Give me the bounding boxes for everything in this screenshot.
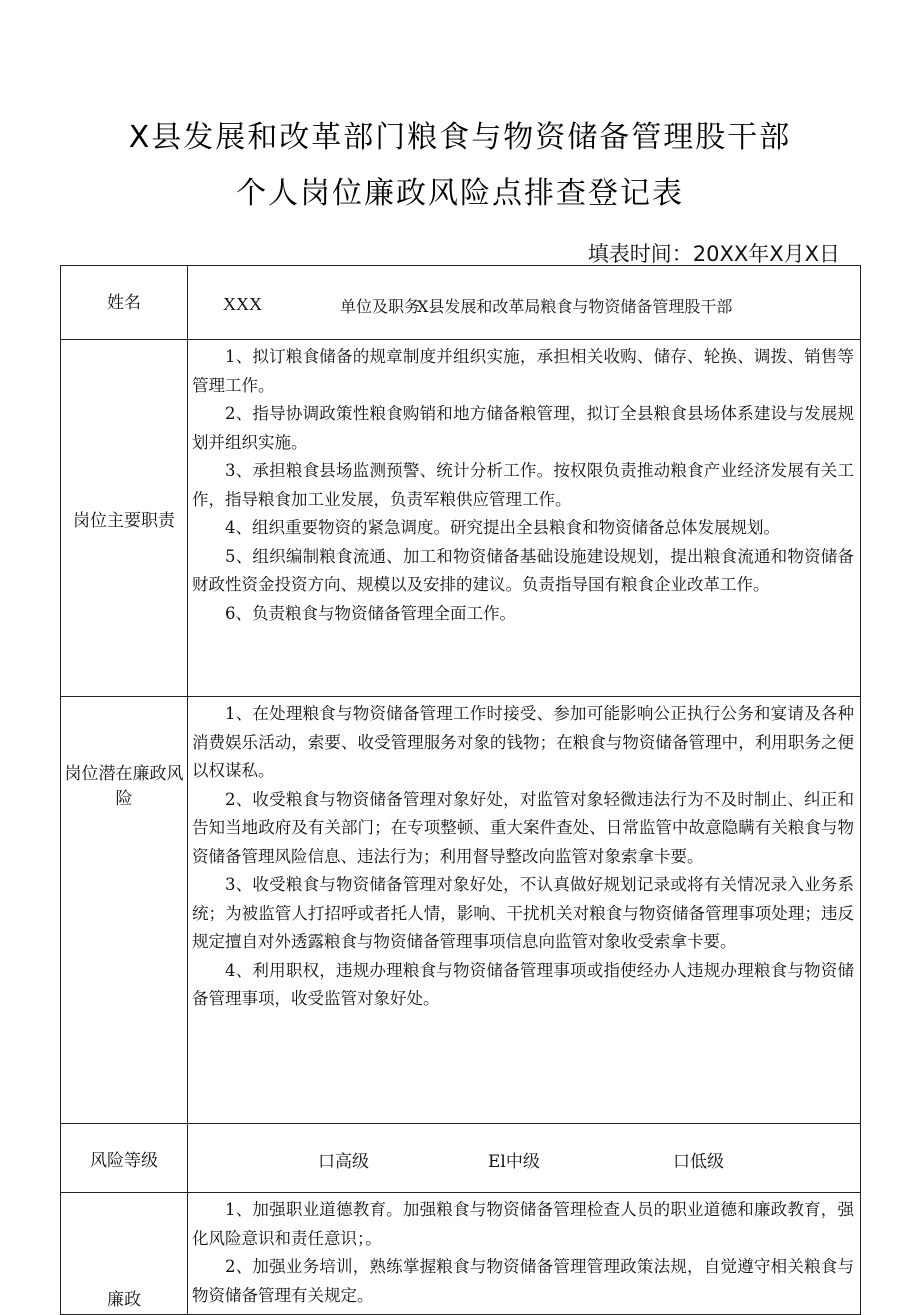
risk-item: 4、利用职权，违规办理粮食与物资储备管理事项或指使经办人违规办理粮食与物资储备管理事项，收受监管对象好处。 [192, 960, 854, 1008]
unit-position-label: 单位及职务 [340, 297, 421, 316]
name-cell [188, 266, 861, 340]
risk-level-cell [188, 1124, 861, 1193]
duties-row [61, 340, 861, 697]
risk-level-label: 风险等级 [61, 1124, 188, 1193]
measure-item: 1、加强职业道德教育。加强粮食与物资储备管理检查人员的职业道德和廉政教育，强化风险意识和责任意识；。 [192, 1200, 854, 1248]
duties-content [188, 340, 861, 697]
measure-item: 2、加强业务培训，熟练掌握粮食与物资储备管理管理政策法规，自觉遵守相关粮食与物资储备管理有关规定。 [192, 1257, 854, 1305]
risk-level-low-option[interactable]: 口低级 [673, 1152, 724, 1172]
measures-row [61, 1193, 861, 1315]
risk-item: 1、在处理粮食与物资储备管理工作时接受、参加可能影响公正执行公务和宴请及各种消费娱乐活动，索要、收受管理服务对象的钱物；在粮食与物资储备管理中，利用职务之便以权谋私。 [192, 704, 854, 780]
risk-item: 2、收受粮食与物资储备管理对象好处，对监管对象轻微违法行为不及时制止、纠正和告知当地政府及有关部门；在专项整顿、重大案件查处、日常监管中故意隐瞒有关粮食与物资储备管理风险信息、违法行为；利用督导整改向监管对象索拿卡要。 [192, 789, 854, 866]
duty-item: 6、负责粮食与物资储备管理全面工作。 [225, 603, 516, 623]
measures-content [188, 1193, 861, 1315]
duty-item: 3、承担粮食县场监测预警、统计分析工作。按权限负责推动粮食产业经济发展有关工作，指导粮食加工业发展，负责军粮供应管理工作。 [192, 461, 854, 509]
duties-label: 岗位主要职责 [61, 340, 188, 697]
measures-label: 廉政 [61, 1193, 188, 1315]
name-value: XXX [223, 294, 262, 314]
risks-content [188, 697, 861, 1124]
form-title-line1: X县发展和改革部门粮食与物资储备管理股干部 [128, 120, 792, 155]
name-row [61, 266, 861, 340]
registration-form-table [60, 265, 861, 1315]
duty-item: 5、组织编制粮食流通、加工和物资储备基础设施建设规划，提出粮食流通和物资储备财政性资金投资方向、规模以及安排的建议。负责指导国有粮食企业改革工作。 [192, 546, 854, 594]
risk-level-mid-option[interactable]: El中级 [488, 1152, 540, 1172]
risk-item: 3、收受粮食与物资储备管理对象好处，不认真做好规划记录或将有关情况录入业务系统；为被监管人打招呼或者托人情，影响、干扰机关对粮食与物资储备管理事项处理；违反规定擅自对外透露粮食与物资储备管理事项信息向监管对象收受索拿卡要。 [192, 875, 854, 951]
risks-row [61, 697, 861, 1124]
risk-level-high-option[interactable]: 口高级 [318, 1152, 369, 1172]
risks-label: 岗位潜在廉政风险 [61, 697, 188, 1124]
form-title-line2: 个人岗位廉政风险点排查登记表 [236, 176, 684, 211]
duty-item: 2、指导协调政策性粮食购销和地方储备粮管理，拟订全县粮食县场体系建设与发展规划并组织实施。 [192, 404, 854, 452]
name-label: 姓名 [61, 266, 188, 340]
fill-date: 填表时间：20XX年X月X日 [587, 242, 840, 266]
duty-item: 4、组织重要物资的紧急调度。研究提出全县粮食和物资储备总体发展规划。 [225, 518, 780, 537]
duty-item: 1、拟订粮食储备的规章制度并组织实施，承担相关收购、储存、轮换、调拨、销售等管理工作。 [192, 347, 854, 395]
unit-position-value: X县发展和改革局粮食与物资储备管理股干部 [417, 297, 733, 316]
risk-level-row [61, 1124, 861, 1193]
